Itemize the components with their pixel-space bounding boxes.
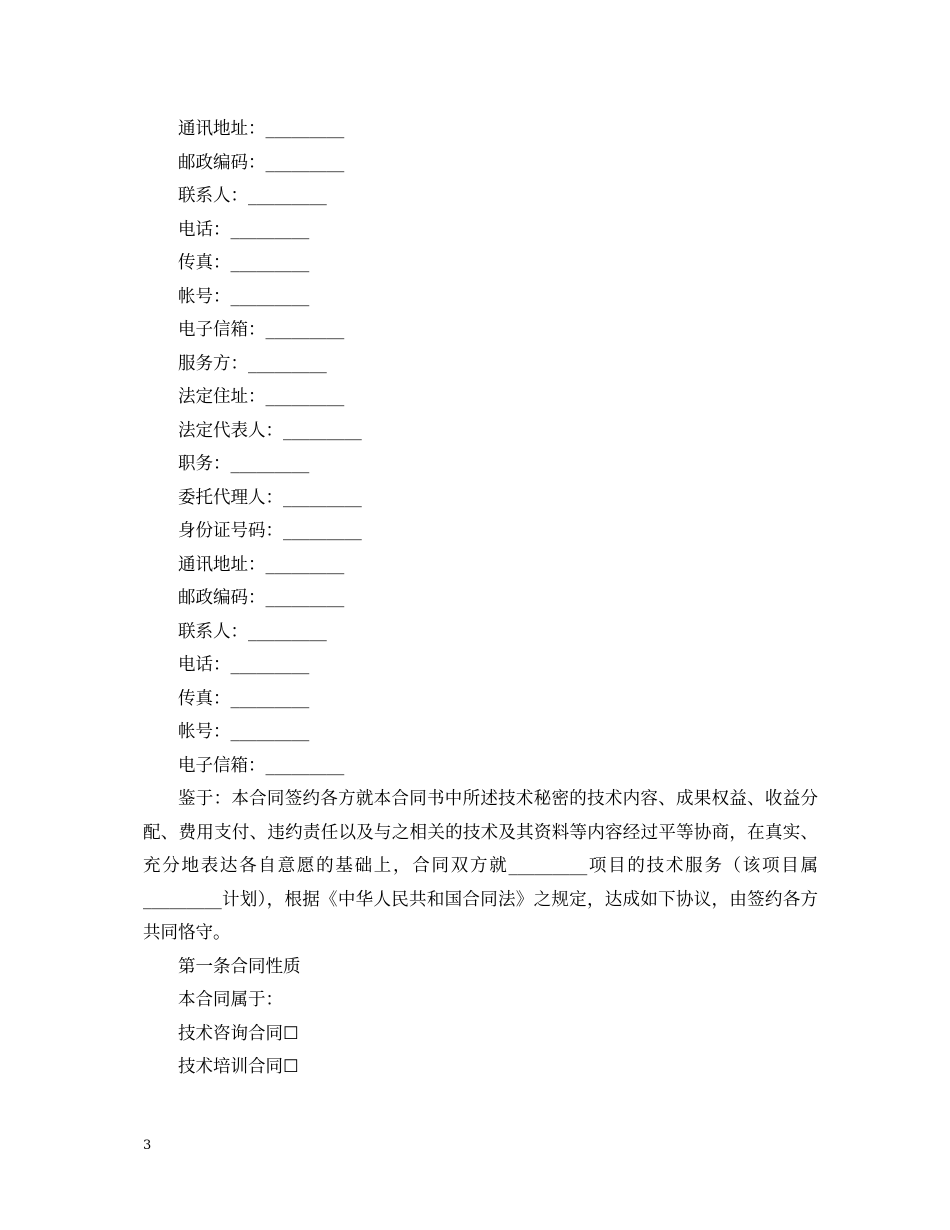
field-mailing-address: 通讯地址：_________ bbox=[178, 119, 345, 139]
field-account-2: 帐号：_________ bbox=[178, 722, 310, 742]
option-technical-consulting: 技术咨询合同☐ bbox=[178, 1023, 299, 1044]
field-fax: 传真：_________ bbox=[178, 253, 310, 273]
field-authorized-agent: 委托代理人：_________ bbox=[178, 487, 362, 508]
field-legal-representative: 法定代表人：_________ bbox=[178, 420, 362, 441]
field-fax-2: 传真：_________ bbox=[178, 688, 310, 709]
field-service-party: 服务方：_________ bbox=[178, 353, 327, 374]
field-contact-person-2: 联系人：_________ bbox=[178, 621, 327, 642]
field-id-number: 身份证号码：_________ bbox=[178, 521, 362, 541]
field-phone: 电话：_________ bbox=[178, 219, 310, 240]
option-technical-training: 技术培训合同☐ bbox=[178, 1057, 299, 1077]
field-account: 帐号：_________ bbox=[178, 286, 310, 307]
field-position: 职务：_________ bbox=[178, 454, 310, 474]
field-email: 电子信箱：_________ bbox=[178, 320, 345, 340]
page-number: 3 bbox=[143, 1138, 152, 1153]
contract-type-intro: 本合同属于： bbox=[178, 990, 283, 1010]
field-postal-code-2: 邮政编码：_________ bbox=[178, 588, 345, 608]
document-body bbox=[143, 113, 818, 1085]
field-legal-address: 法定住址：_________ bbox=[178, 387, 345, 407]
whereas-paragraph: 鉴于：本合同签约各方就本合同书中所述技术秘密的技术内容、成果权益、收益分配、费用支付、违约责任以及与之相关的技术及其资料等内容经过平等协商，在真实、充分地表达各自意愿的基础上，合同双方就_________项目的技术服务（该项目属_________计划），根据《中华人民共和国合同法》之规定，达成如下协议，由签约各方共同恪守。 bbox=[143, 789, 818, 943]
field-mailing-address-2: 通讯地址：_________ bbox=[178, 554, 345, 575]
article-1-heading: 第一条合同性质 bbox=[178, 956, 301, 977]
field-email-2: 电子信箱：_________ bbox=[178, 755, 345, 776]
field-postal-code: 邮政编码：_________ bbox=[178, 152, 345, 173]
field-phone-2: 电话：_________ bbox=[178, 655, 310, 675]
field-contact-person: 联系人：_________ bbox=[178, 186, 327, 206]
